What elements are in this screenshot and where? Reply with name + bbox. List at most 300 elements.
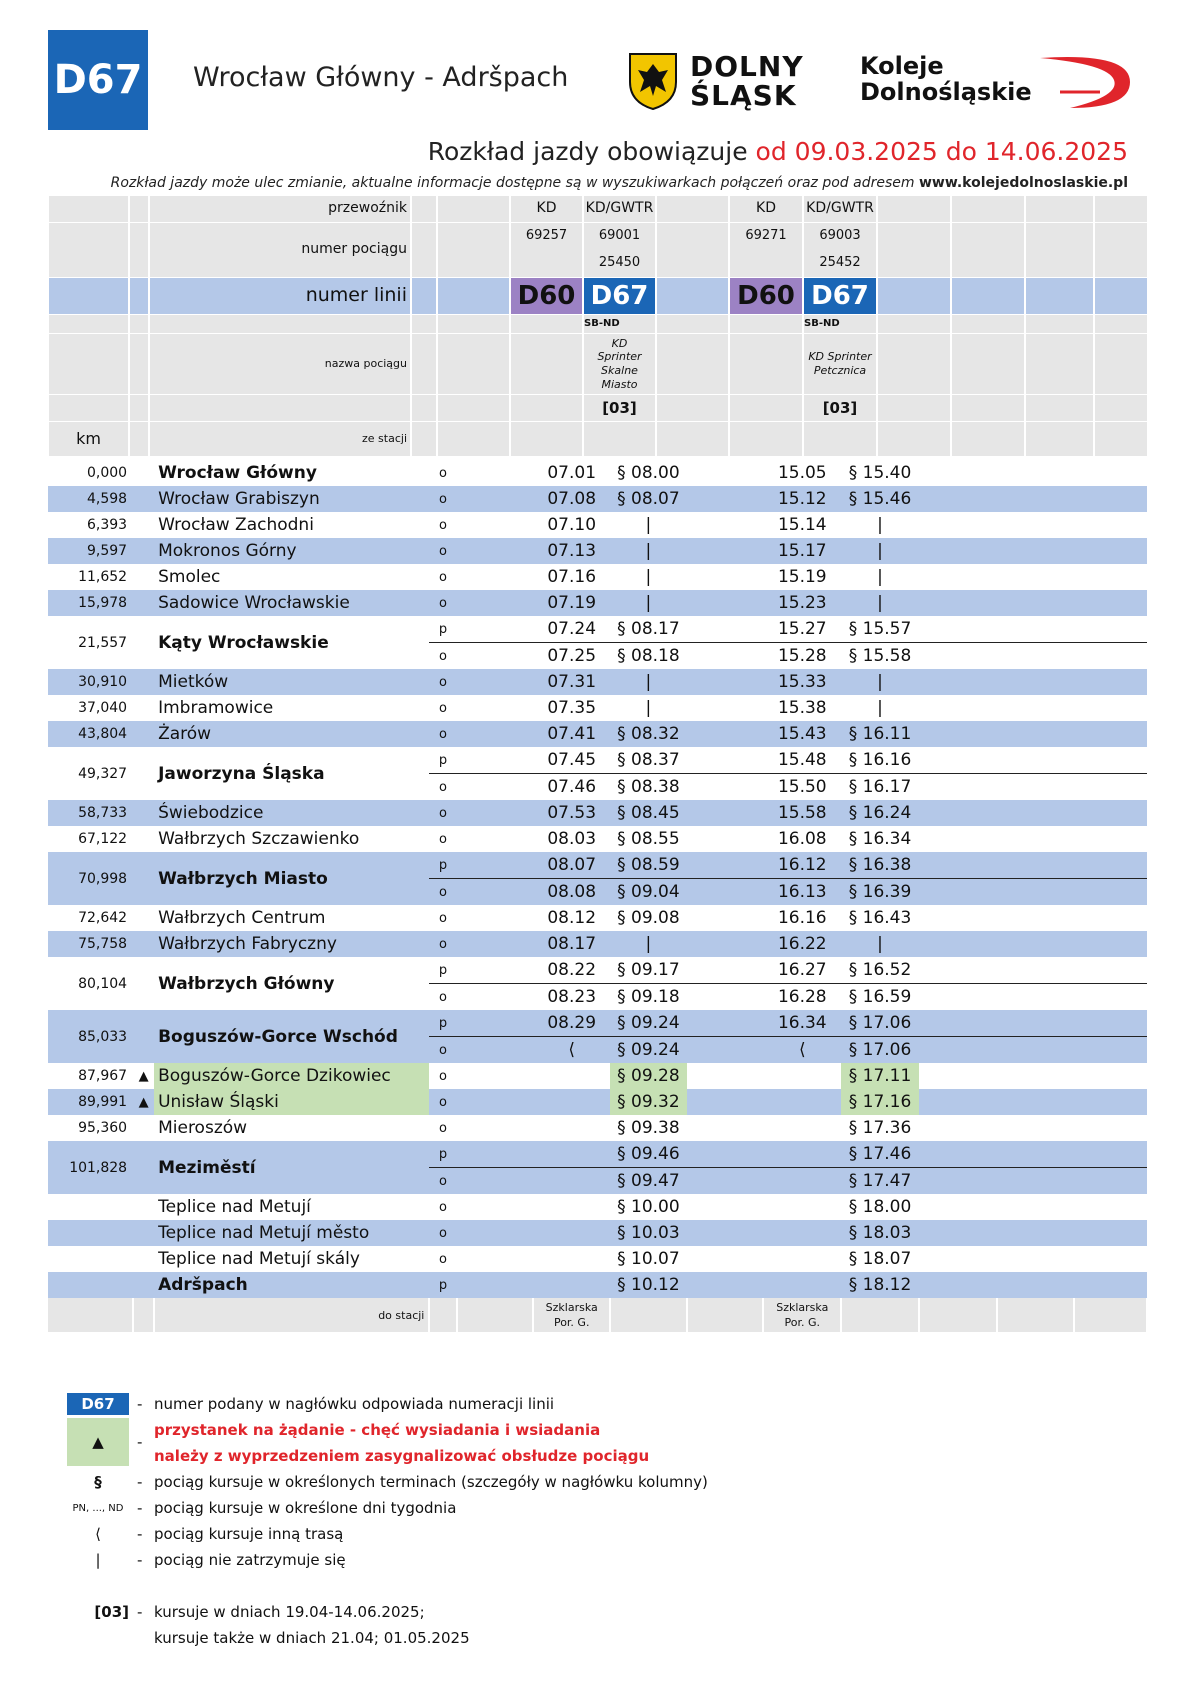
station-km: 89,991 [48,1089,133,1115]
station-name: Boguszów-Gorce Wschód [154,1010,429,1063]
destination-row [48,1298,1147,1332]
departure-time: § 16.11 [841,721,919,747]
request-stop-marker [133,512,154,538]
empty-cell [997,616,1075,643]
departure-time: § 08.00 [617,463,680,483]
header-cell [49,196,128,222]
request-stop-marker [133,957,154,1010]
departure-time: | [610,669,687,695]
spacer-cell [457,800,534,826]
train-number-label: numer pociągu [301,241,407,258]
departure-time [763,1168,841,1195]
arrival-departure-marker: o [429,879,456,906]
header-cell [130,223,148,277]
legend-d67-text: numer podany w nagłówku odpowiada numeracji linii [154,1395,555,1413]
departure-time: | [841,931,919,957]
departure-time: § 08.37 [610,747,687,774]
departure-time: § 15.57 [841,616,919,643]
spacer-cell [457,1063,534,1089]
departure-time: 07.45 [533,747,610,774]
departure-time: § 09.32 [610,1089,687,1115]
departure-time [533,1194,610,1220]
departure-time: 07.41 [533,721,610,747]
empty-cell [687,957,764,984]
train-number-2: 25450 [598,254,641,270]
empty-cell [687,564,764,590]
train-days: SB-ND [584,317,620,329]
departure-time: | [877,567,883,587]
train-carrier: KD [756,200,776,217]
empty-cell [919,1246,997,1272]
empty-cell [687,1037,764,1064]
empty-cell [687,538,764,564]
header-cell [657,395,728,421]
empty-cell [997,1220,1075,1246]
destination-line2: Por. G. [553,1316,590,1329]
request-stop-marker [133,800,154,826]
request-stop-marker [133,616,154,669]
header-cell [150,315,410,333]
empty-cell [1074,1246,1147,1272]
departure-time: | [645,515,652,535]
legend-dash: - [137,1525,143,1543]
empty-cell [1074,1115,1147,1141]
empty-cell [997,721,1075,747]
timetable-row [48,1220,1147,1246]
empty-cell [919,747,997,774]
arrival-departure-marker: p [429,1010,456,1037]
station-name: Teplice nad Metují skály [158,1249,360,1269]
departure-time: § 08.38 [617,777,680,797]
empty-cell [997,826,1075,852]
header-cell [412,315,436,333]
departure-time: 08.17 [533,931,610,957]
departure-time: § 09.24 [610,1010,687,1037]
header-cell [952,334,1024,394]
departure-time [763,1141,841,1168]
empty-cell [919,1298,997,1332]
station-km: 70,998 [48,852,133,905]
arrival-departure-marker: o [439,1199,447,1215]
empty-cell [1074,616,1147,643]
spacer-cell [457,905,534,931]
station-name: Wałbrzych Szczawienko [158,829,360,849]
empty-cell [1074,669,1147,695]
header-cell [730,422,802,456]
departure-time: § 15.40 [848,463,912,483]
empty-cell [429,1298,456,1332]
spacer-cell [457,590,534,616]
legend-note-text-1: kursuje w dniach 19.04-14.06.2025; [154,1603,425,1621]
empty-cell [919,512,997,538]
departure-time: § 09.46 [610,1141,687,1168]
header-cell [49,278,128,314]
empty-cell [1074,1063,1147,1089]
train-name [515,334,578,394]
station-km: 9,597 [48,538,133,564]
empty-cell [1074,590,1147,616]
station-km: 11,652 [78,569,128,585]
empty-cell [997,1115,1075,1141]
empty-cell [687,669,764,695]
departure-time: § 17.36 [848,1118,912,1138]
arrival-departure-marker: o [429,486,456,512]
station-km [48,1194,133,1220]
spacer-cell [457,538,534,564]
arrival-departure-marker: o [429,1220,456,1246]
header-cell [412,422,436,456]
arrival-departure-marker: o [429,590,456,616]
departure-time: § 16.38 [841,852,919,879]
train-number: 69271 [745,227,787,243]
empty-cell [997,1010,1075,1037]
arrival-departure-marker: o [439,569,447,585]
validity-line [428,137,1128,166]
departure-time [533,1089,610,1115]
legend-dash: - [137,1395,143,1413]
legend-dates-text: pociąg kursuje w określonych terminach (szczegóły w nagłówku kolumny) [154,1473,708,1491]
empty-cell [997,1246,1075,1272]
empty-cell [1074,695,1147,721]
departure-time: § 08.59 [610,852,687,879]
train-name-label: nazwa pociągu [324,357,407,371]
empty-cell [687,1194,764,1220]
empty-cell [687,1272,764,1298]
timetable-row [48,669,1147,695]
header-cell [412,334,436,394]
legend-dash: - [137,1603,143,1621]
empty-cell [1074,1168,1147,1195]
train-number-2 [511,250,582,276]
header-cell [1095,223,1147,277]
station-name: Wałbrzych Miasto [154,852,429,905]
timetable-row [48,460,1147,486]
empty-cell [997,1194,1075,1220]
spacer-cell [457,957,534,984]
empty-cell [919,1089,997,1115]
empty-cell [687,460,764,486]
empty-cell [1074,564,1147,590]
empty-cell [919,826,997,852]
line-number-label: numer linii [305,284,407,307]
empty-cell [1074,1298,1147,1332]
departure-time: 07.35 [547,698,597,718]
header-cell [1026,196,1093,222]
legend-dash: - [137,1499,143,1517]
empty-cell [919,616,997,643]
km-label: km [76,429,101,448]
timetable-row [48,1115,1147,1141]
station-km: 80,104 [78,975,128,992]
empty-cell [1074,931,1147,957]
empty-cell [1074,538,1147,564]
departure-time: 15.28 [777,646,827,666]
empty-cell [919,1115,997,1141]
request-stop-marker [133,826,154,852]
empty-cell [997,800,1075,826]
departure-time: | [841,538,919,564]
header-cell [878,223,950,277]
header-cell [1026,395,1093,421]
header-cell [878,196,950,222]
station-name: Wrocław Grabiszyn [154,486,429,512]
departure-time: 15.50 [777,777,827,797]
header-cell [657,223,728,277]
empty-cell [1074,905,1147,931]
departure-time [533,1063,610,1089]
timetable [48,460,1148,1332]
empty-cell [919,1063,997,1089]
spacer-cell [457,721,534,747]
departure-time [763,1220,841,1246]
route-title: Wrocław Główny - Adršpach [193,62,569,93]
departure-time: 15.17 [763,538,841,564]
header-cell [657,334,728,394]
departure-time: § 09.04 [610,879,687,906]
spacer-cell [457,1089,534,1115]
departure-time [763,1089,841,1115]
departure-time: § 16.52 [841,957,919,984]
empty-cell [919,695,997,721]
spacer-cell [457,984,534,1011]
empty-cell [997,1089,1075,1115]
timetable-row [48,931,1147,957]
arrival-departure-marker: p [429,852,456,879]
station-km: 95,360 [78,1120,128,1136]
header-cell [49,223,128,277]
departure-time: § 16.34 [848,829,912,849]
arrival-departure-marker: p [429,747,456,774]
spacer-cell [457,486,534,512]
station-km: 49,327 [78,765,128,782]
arrival-departure-marker: o [439,1068,447,1084]
spacer-cell [457,1194,534,1220]
empty-cell [687,486,764,512]
header-cell [49,395,128,421]
timetable-row [48,695,1147,721]
header-cell [657,315,728,333]
spacer-cell [457,826,534,852]
dolny-slask-line2: ŚLĄSK [690,79,797,112]
header-cell [1095,315,1147,333]
empty-cell [997,590,1075,616]
empty-cell [997,957,1075,984]
empty-cell [687,1089,764,1115]
to-station-label-cell: do stacji [154,1298,429,1332]
station-name: Teplice nad Metují [158,1197,311,1217]
spacer-cell [457,747,534,774]
header-cell [657,278,728,314]
arrival-departure-marker: o [439,779,447,795]
timetable-row [48,512,1147,538]
station-km: 85,033 [48,1010,133,1063]
arrival-departure-marker: o [429,721,456,747]
empty-cell [1074,460,1147,486]
header-cell [1095,395,1147,421]
empty-cell [687,1246,764,1272]
departure-time: § 16.24 [841,800,919,826]
header-cell [878,334,950,394]
timetable-row [48,905,1147,931]
empty-cell [687,616,764,643]
header-cell [438,196,509,222]
departure-time: § 09.17 [610,957,687,984]
empty-cell [919,879,997,906]
departure-time: 16.12 [763,852,841,879]
empty-cell [457,1298,534,1332]
empty-cell [919,538,997,564]
departure-time: | [645,698,652,718]
timetable-row [48,852,1147,879]
station-name: Adršpach [154,1272,429,1298]
arrival-departure-marker: o [439,700,447,716]
timetable-row [48,1089,1147,1115]
timetable-row [48,564,1147,590]
timetable-row [48,590,1147,616]
spacer-cell [457,1220,534,1246]
empty-cell [997,747,1075,774]
station-name: Wrocław Główny [158,463,317,483]
empty-cell [1074,879,1147,906]
empty-cell [687,931,764,957]
arrival-departure-marker: o [439,1120,447,1136]
header-cell [657,196,728,222]
header-cell [1095,278,1147,314]
request-stop-marker [133,538,154,564]
arrival-departure-marker: o [439,517,447,533]
legend-note-text-2: kursuje także w dniach 21.04; 01.05.2025 [154,1629,470,1647]
header-cell [438,395,509,421]
departure-time: 08.22 [533,957,610,984]
empty-cell [919,984,997,1011]
empty-cell [1074,721,1147,747]
departure-time: 07.10 [547,515,597,535]
empty-cell [919,1010,997,1037]
spacer-cell [457,695,534,721]
empty-cell [997,931,1075,957]
station-km: 87,967 [78,1068,128,1084]
legend-days-text: pociąg kursuje w określone dni tygodnia [154,1499,457,1517]
legend-request-text-1: przystanek na żądanie - chęć wysiadania i wsiadania [154,1421,601,1439]
departure-time: § 08.55 [617,829,680,849]
departure-time: 16.13 [763,879,841,906]
departure-time: § 10.12 [610,1272,687,1298]
empty-cell [997,1141,1075,1168]
station-name: Mietków [154,669,429,695]
from-station-label: ze stacji [362,432,407,446]
header-cell [412,395,436,421]
empty-cell [1074,1220,1147,1246]
timetable-row [48,1010,1147,1037]
departure-time: 07.01 [547,463,597,483]
request-stop-marker [133,1272,154,1298]
legend-dash: - [137,1473,143,1491]
header-cell [49,334,128,394]
spacer-cell [457,879,534,906]
arrival-departure-marker: o [429,1089,456,1115]
station-km: 37,040 [78,700,128,716]
station-name: Kąty Wrocławskie [158,632,329,653]
website-link[interactable]: www.kolejedolnoslaskie.pl [918,175,1128,191]
empty-cell [687,1220,764,1246]
empty-cell [919,1194,997,1220]
arrival-departure-marker: p [429,957,456,984]
destination-line1: Szklarska [545,1300,598,1314]
train-days [511,315,582,333]
header-cell [438,223,509,277]
departure-time: | [841,669,919,695]
departure-time: § 08.45 [610,800,687,826]
arrival-departure-marker: o [429,669,456,695]
departure-time: | [645,567,652,587]
empty-cell [1074,800,1147,826]
empty-cell [919,1037,997,1064]
timetable-row [48,1194,1147,1220]
arrival-departure-marker: p [429,616,456,643]
validity-range: od 09.03.2025 do 14.06.2025 [755,137,1128,166]
departure-time [533,1168,610,1195]
spacer-cell [457,616,534,643]
departure-time: § 17.06 [841,1010,919,1037]
header-cell [438,422,509,456]
header-cell [878,422,950,456]
empty-cell [919,800,997,826]
empty-cell [997,905,1075,931]
departure-time: 15.58 [763,800,841,826]
train-destination [841,1298,919,1332]
spacer-cell [457,1246,534,1272]
empty-cell [1074,512,1147,538]
timetable-row [48,747,1147,774]
header-cell [1026,334,1093,394]
departure-time: 16.16 [777,908,827,928]
train-line-badge: D60 [730,278,802,314]
empty-cell [1074,1010,1147,1037]
departure-time: 15.38 [777,698,827,718]
station-name: Imbramowice [158,698,274,718]
empty-cell [1074,1272,1147,1298]
arrival-departure-marker: o [439,465,447,481]
empty-cell [687,905,764,931]
timetable-row [48,826,1147,852]
departure-time: 07.31 [533,669,610,695]
spacer-cell [457,1010,534,1037]
legend-skip-text: pociąg nie zatrzymuje się [154,1551,346,1569]
train-carrier: KD/GWTR [585,200,654,217]
empty-cell [919,486,997,512]
empty-cell [997,1168,1075,1195]
header-cell [412,223,436,277]
request-stop-marker [133,1010,154,1063]
header-cell [952,315,1024,333]
change-note [111,175,1128,191]
departure-time [533,1246,610,1272]
empty-cell [687,879,764,906]
empty-cell [919,669,997,695]
empty-cell [687,984,764,1011]
legend-days-key: PN, ..., ND [72,1502,124,1514]
departure-time: 07.13 [533,538,610,564]
station-km: 15,978 [48,590,133,616]
departure-time: 15.19 [777,567,827,587]
train-destination [763,1298,841,1332]
empty-cell [1074,747,1147,774]
departure-time: § 17.47 [841,1168,919,1195]
departure-time: | [877,515,883,535]
train-note: [03] [602,398,637,417]
departure-time: 07.25 [547,646,597,666]
station-km: 4,598 [48,486,133,512]
